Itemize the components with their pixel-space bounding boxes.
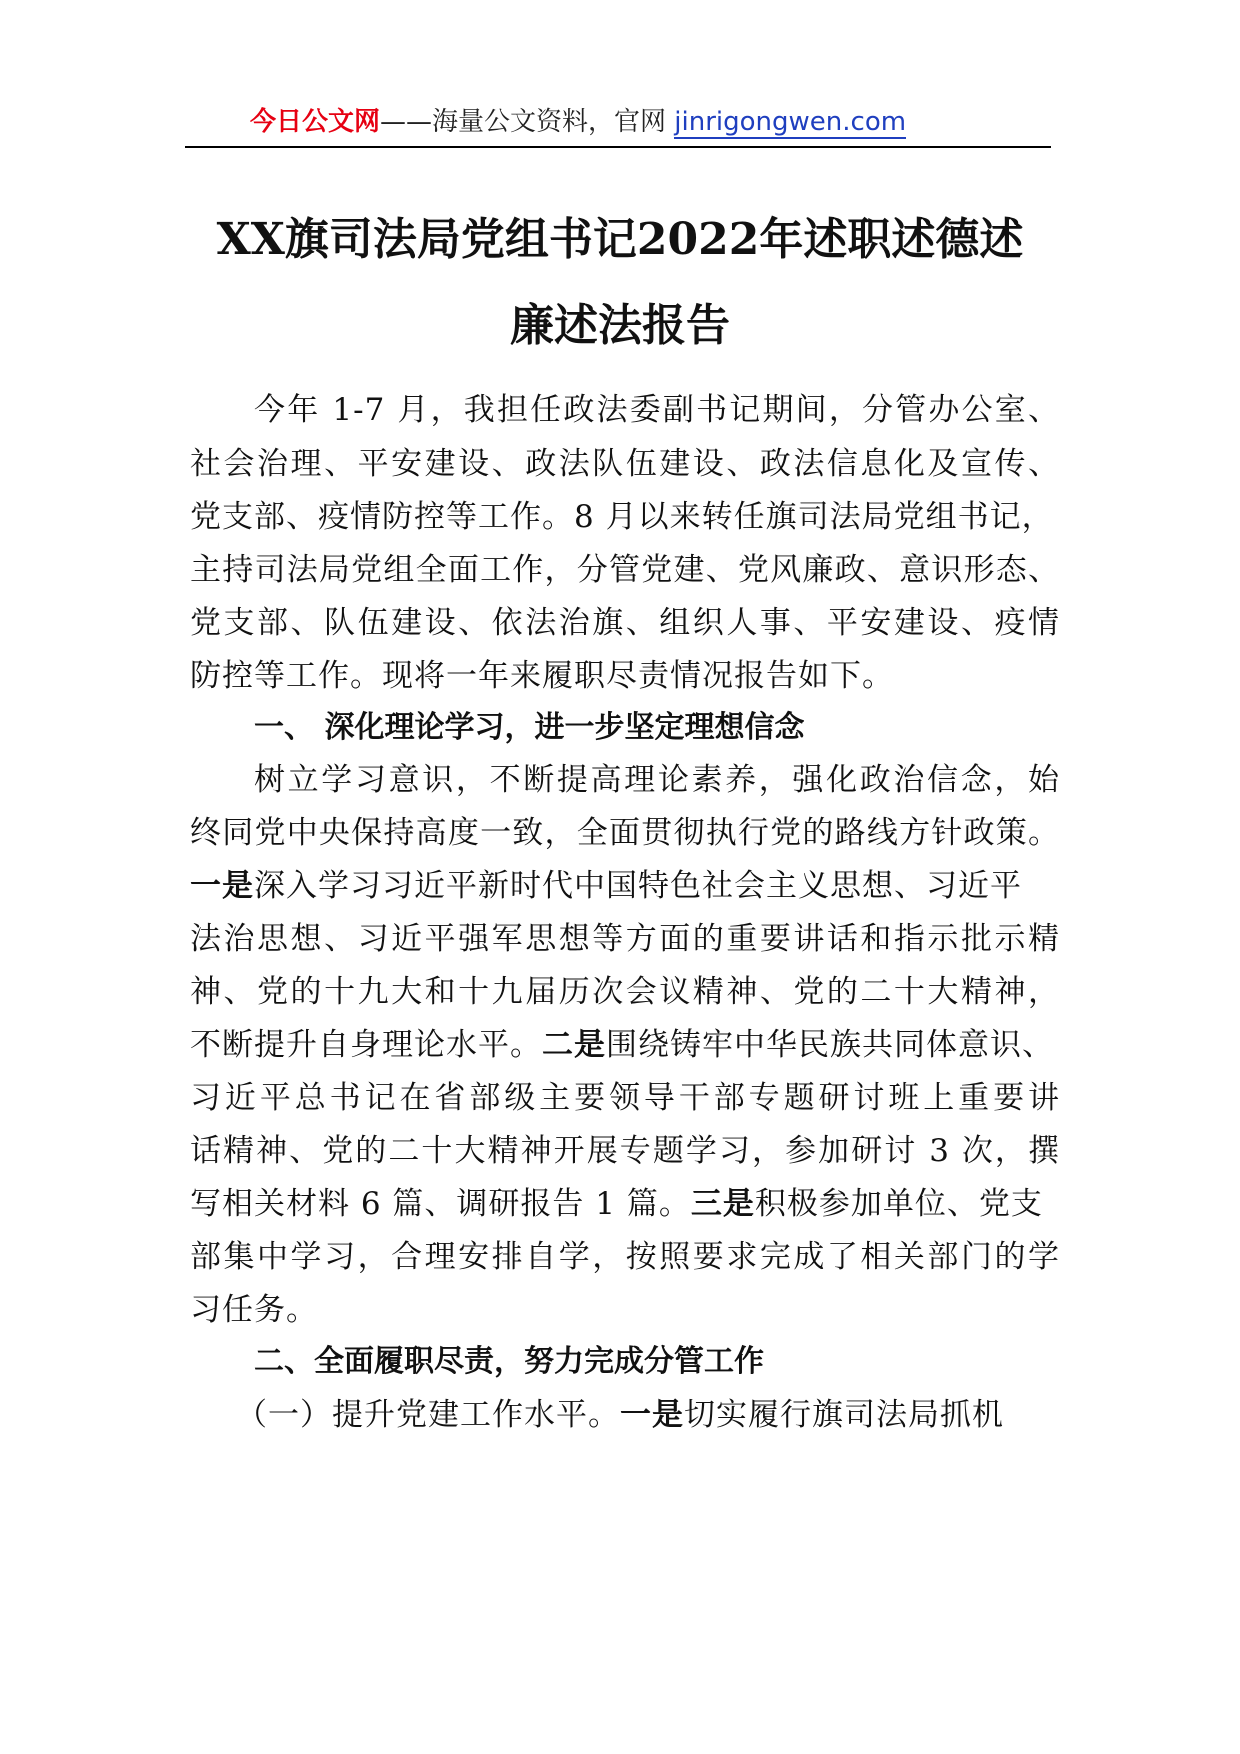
- intro-line-4: 主持司法局党组全面工作，分管党建、党风廉政、意识形态、: [190, 552, 1060, 588]
- section-1-line-9-text-a: 写相关材料 6 篇、调研报告 1 篇。: [190, 1186, 691, 1222]
- site-brand[interactable]: 今日公文网: [250, 107, 381, 137]
- section-1-line-2: 终同党中央保持高度一致，全面贯彻执行党的路线方针政策。: [190, 815, 1060, 851]
- section-1-line-10: 部集中学习，合理安排自学，按照要求完成了相关部门的学: [190, 1239, 1060, 1275]
- intro-line-2: 社会治理、平安建设、政法队伍建设、政法信息化及宣传、: [190, 446, 1060, 482]
- section-1-line-6-text-a: 不断提升自身理论水平。: [190, 1027, 542, 1063]
- header-separator: ——: [380, 107, 433, 137]
- document-title-line-1: XX旗司法局党组书记2022年述职述德述: [216, 214, 1024, 265]
- section-1-line-11: 习任务。: [190, 1292, 318, 1328]
- section-1-line-1: 树立学习意识，不断提高理论素养，强化政治信念，始: [254, 762, 1060, 798]
- section-2-line-1: [236, 1395, 1042, 1435]
- section-1-line-4: 法治思想、习近平强军思想等方面的重要讲话和指示批示精: [190, 921, 1060, 957]
- header-divider: [185, 146, 1051, 148]
- section-1-line-6-text-b: 围绕铸牢中华民族共同体意识、: [606, 1027, 1054, 1063]
- intro-line-6: 防控等工作。现将一年来履职尽责情况报告如下。: [190, 658, 894, 694]
- section-1-line-3-text: 深入学习习近平新时代中国特色社会主义思想、习近平: [254, 868, 1022, 904]
- section-1-line-3: [190, 866, 1060, 906]
- lead-marker-1: 一是: [190, 868, 254, 904]
- lead-marker-2: 二是: [542, 1027, 606, 1063]
- lead-marker-3: 三是: [690, 1186, 755, 1222]
- intro-line-3: 党支部、疫情防控等工作。8 月以来转任旗司法局党组书记，: [190, 499, 1054, 535]
- section-1-line-8: 话精神、党的二十大精神开展专题学习，参加研讨 3 次，撰: [190, 1133, 1060, 1169]
- lead-marker-4: 一是: [620, 1397, 684, 1433]
- section-2-heading: 二、全面履职尽责，努力完成分管工作: [254, 1344, 764, 1379]
- section-2-line-1-text-b: 切实履行旗司法局抓机: [684, 1397, 1004, 1433]
- section-1-heading: 一、 深化理论学习，进一步坚定理想信念: [254, 710, 805, 745]
- site-url-link[interactable]: jinrigongwen.com: [674, 107, 907, 137]
- section-2-line-1-text-a: （一）提升党建工作水平。: [236, 1397, 620, 1433]
- intro-line-5: 党支部、队伍建设、依法治旗、组织人事、平安建设、疫情: [190, 605, 1060, 641]
- section-1-line-5: 神、党的十九大和十九届历次会议精神、党的二十大精神，: [190, 974, 1060, 1010]
- site-header: [250, 104, 906, 140]
- section-1-line-9-text-b: 积极参加单位、党支: [754, 1186, 1043, 1222]
- site-slogan: 海量公文资料，官网: [432, 107, 675, 137]
- document-title-line-2: 廉述法报告: [510, 300, 730, 351]
- section-1-line-6: [190, 1025, 1060, 1065]
- intro-line-1: 今年 1-7 月，我担任政法委副书记期间，分管办公室、: [254, 392, 1060, 428]
- section-1-line-9: [190, 1184, 1060, 1224]
- section-1-line-7: 习近平总书记在省部级主要领导干部专题研讨班上重要讲: [190, 1080, 1060, 1116]
